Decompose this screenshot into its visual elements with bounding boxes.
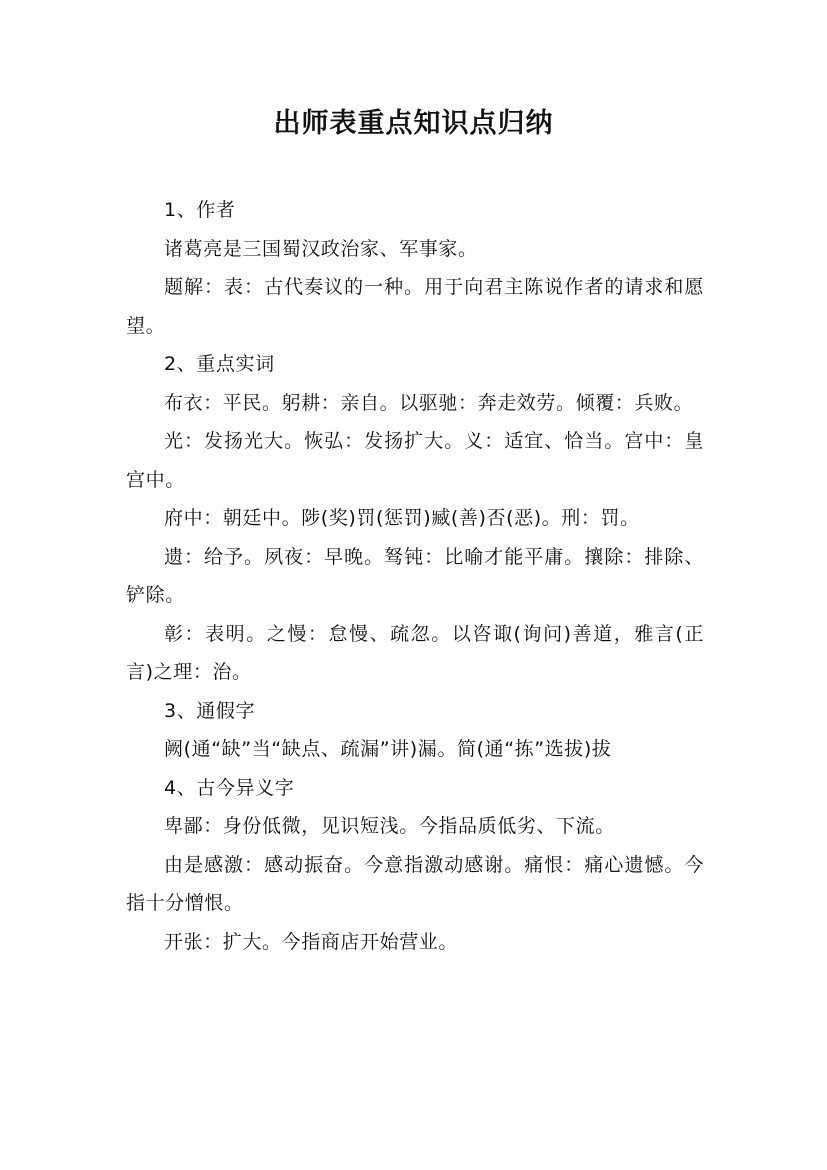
paragraph-ancient-modern-2: 由是感激：感动振奋。今意指激动感谢。痛恨：痛心遗憾。今指十分憎恨。 xyxy=(126,853,704,914)
section-heading-author: 1、作者 xyxy=(164,199,236,221)
document-title: 出师表重点知识点归纳 xyxy=(273,108,554,139)
section-heading-key-words: 2、重点实词 xyxy=(164,353,275,375)
document-body xyxy=(126,191,704,961)
paragraph-key-words-5: 彰：表明。之慢：怠慢、疏忽。以咨诹(询问)善道，雅言(正言)之理：治。 xyxy=(126,622,704,683)
section-heading-ancient-modern-meaning: 4、古今异义字 xyxy=(164,776,295,799)
paragraph-key-words-1: 布衣：平民。躬耕：亲自。以驱驰：奔走效劳。倾覆：兵败。 xyxy=(164,391,694,414)
paragraph-key-words-3: 府中：朝廷中。陟(奖)罚(惩罚)臧(善)否(恶)。刑：罚。 xyxy=(164,507,640,529)
paragraph-key-words-2: 光：发扬光大。恢弘：发扬扩大。义：适宜、恰当。宫中：皇宫中。 xyxy=(126,430,704,491)
paragraph-ancient-modern-3: 开张：扩大。今指商店开始营业。 xyxy=(164,930,459,953)
paragraph-key-words-4: 遗：给予。夙夜：早晚。驽钝：比喻才能平庸。攘除：排除、铲除。 xyxy=(126,545,704,606)
paragraph-author-info: 诸葛亮是三国蜀汉政治家、军事家。 xyxy=(164,237,478,260)
paragraph-ancient-modern-1: 卑鄙：身份低微，见识短浅。今指品质低劣、下流。 xyxy=(164,815,615,837)
paragraph-interchangeable-characters: 阙(通“缺”当“缺点、疏漏”讲)漏。简(通“拣”选拔)拔 xyxy=(164,738,612,760)
section-heading-interchangeable-characters: 3、通假字 xyxy=(164,699,256,722)
paragraph-title-explanation: 题解：表：古代奏议的一种。用于向君主陈说作者的请求和愿望。 xyxy=(126,276,704,337)
